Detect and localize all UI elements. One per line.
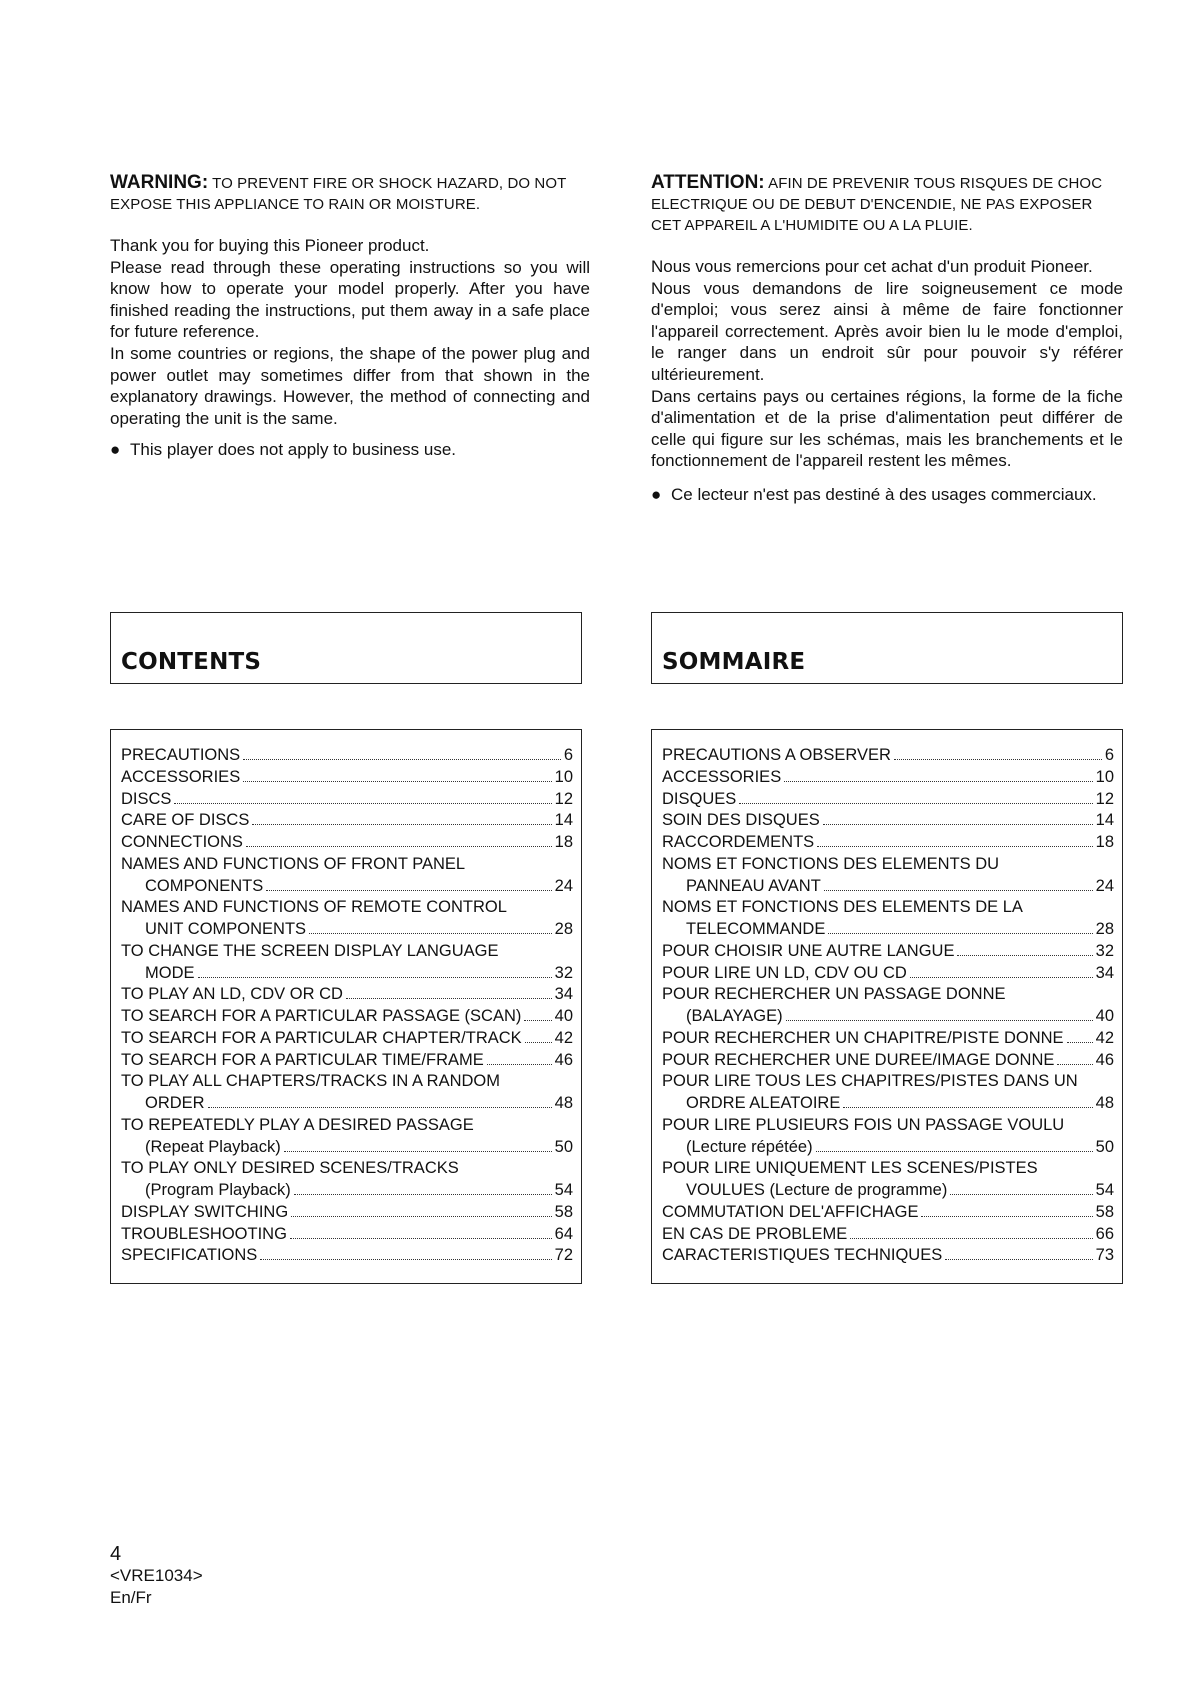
- toc-entry-label: POUR RECHERCHER UNE DUREE/IMAGE DONNE: [662, 1050, 1055, 1069]
- attention-notice: [651, 172, 1123, 236]
- toc-entry: [662, 1115, 1114, 1137]
- toc-entry-page: 12: [554, 789, 573, 808]
- toc-entry-page: 66: [1095, 1224, 1114, 1243]
- page-number: 4: [110, 1543, 122, 1565]
- toc-entry-label: CARACTERISTIQUES TECHNIQUES: [662, 1246, 943, 1265]
- toc-entry-label: (Repeat Playback): [145, 1137, 281, 1156]
- toc-entry: [662, 1093, 1114, 1115]
- toc-dot-leader: [290, 1238, 552, 1239]
- power-plug-paragraph: In some countries or regions, the shape of the power plug and power outlet may sometimes differ from that shown in the explanatory drawings. However, the method of connecting and operating the unit is the same.: [110, 343, 590, 428]
- toc-entry-label: (BALAYAGE): [686, 1007, 783, 1025]
- toc-entry-page: 32: [554, 963, 573, 982]
- toc-entry-label: TROUBLESHOOTING: [121, 1224, 287, 1243]
- attention-heading: ATTENTION:: [651, 172, 765, 193]
- toc-entry-label: CARE OF DISCS: [121, 811, 250, 830]
- intro-paragraph-fr: Nous vous demandons de lire soigneusement ce mode d'emploi; vous serez ainsi à même de faire fonctionner l'appareil correctement. Après avoir bien lu le mode d'emploi, le ranger dans un endroit sûr pour pouvoir s'y référer ultérieurement.: [651, 278, 1123, 384]
- toc-entry-label: TO PLAY ONLY DESIRED SCENES/TRACKS: [121, 1159, 459, 1178]
- toc-dot-leader: [284, 1151, 552, 1152]
- toc-dot-leader: [208, 1107, 552, 1108]
- toc-dot-leader: [243, 781, 551, 782]
- toc-entry: [662, 1158, 1114, 1180]
- toc-entry-label: DISCS: [121, 789, 172, 808]
- toc-entry-label: PRECAUTIONS: [121, 746, 241, 764]
- toc-entry-label: POUR RECHERCHER UN PASSAGE DONNE: [662, 985, 1006, 1004]
- toc-entry: [121, 984, 573, 1006]
- toc-dot-leader: [260, 1259, 551, 1260]
- toc-entry: [121, 1245, 573, 1267]
- toc-entry-label: VOULUES (Lecture de programme): [686, 1181, 948, 1199]
- toc-dot-leader: [1057, 1064, 1092, 1065]
- toc-entry-page: 54: [554, 1181, 573, 1199]
- business-use-text-fr: Ce lecteur n'est pas destiné à des usages commerciaux.: [671, 484, 1097, 504]
- toc-entry: [662, 1180, 1114, 1202]
- bullet-icon: ●: [110, 440, 121, 460]
- toc-entry-label: POUR LIRE PLUSIEURS FOIS UN PASSAGE VOULU: [662, 1115, 1065, 1134]
- toc-dot-leader: [894, 759, 1102, 760]
- toc-entry: [121, 919, 573, 941]
- toc-entry-page: 28: [1095, 920, 1114, 938]
- toc-entry-label: PRECAUTIONS A OBSERVER: [662, 746, 891, 764]
- toc-entry-page: 6: [1104, 746, 1114, 764]
- toc-entry: [662, 984, 1114, 1006]
- toc-dot-leader: [291, 1216, 551, 1217]
- toc-entry: [662, 767, 1114, 789]
- toc-entry-label: POUR RECHERCHER UN CHAPITRE/PISTE DONNE: [662, 1028, 1064, 1047]
- toc-entry-page: 42: [554, 1028, 573, 1047]
- toc-entry-page: 40: [554, 1007, 573, 1025]
- toc-entry-label: NOMS ET FONCTIONS DES ELEMENTS DE LA: [662, 898, 1023, 917]
- toc-dot-leader: [828, 933, 1092, 934]
- warning-notice: [110, 172, 590, 215]
- toc-dot-leader: [910, 977, 1093, 978]
- toc-entry: [662, 854, 1114, 876]
- toc-entry-page: 64: [554, 1224, 573, 1243]
- toc-dot-leader: [823, 824, 1093, 825]
- toc-entry-page: 28: [554, 920, 573, 938]
- toc-entry: [121, 876, 573, 898]
- toc-entry-label: ACCESSORIES: [662, 767, 782, 786]
- toc-entry: [121, 1158, 573, 1180]
- toc-entry-page: 48: [1095, 1094, 1114, 1112]
- toc-entry-label: POUR CHOISIR UNE AUTRE LANGUE: [662, 941, 955, 960]
- toc-dot-leader: [817, 846, 1092, 847]
- toc-dot-leader: [816, 1151, 1093, 1152]
- french-column: [651, 172, 1123, 506]
- toc-entry: [662, 876, 1114, 898]
- toc-entry: [121, 854, 573, 876]
- toc-dot-leader: [824, 890, 1093, 891]
- toc-entry-page: 46: [554, 1050, 573, 1069]
- toc-entry-page: 10: [554, 767, 573, 786]
- toc-entry: [121, 1137, 573, 1159]
- toc-entry-page: 34: [1095, 963, 1114, 982]
- contents-title-box: [110, 612, 582, 684]
- toc-entry: [662, 1137, 1114, 1159]
- toc-entry-label: EN CAS DE PROBLEME: [662, 1224, 848, 1243]
- attention-text: AFIN DE PREVENIR TOUS RISQUES DE CHOC ELECTRIQUE OU DE DEBUT D'ENCENDIE, NE PAS EXPOSER CET APPAREIL A L'HUMIDITE OU A LA PLUIE.: [651, 175, 1103, 234]
- toc-entry-page: 32: [1095, 941, 1114, 960]
- toc-entry-page: 54: [1095, 1181, 1114, 1199]
- toc-entry-label: (Lecture répétée): [686, 1137, 813, 1156]
- toc-entry-label: SPECIFICATIONS: [121, 1246, 258, 1265]
- toc-entry-label: DISPLAY SWITCHING: [121, 1202, 289, 1221]
- toc-dot-leader: [487, 1064, 552, 1065]
- toc-entry: [121, 941, 573, 963]
- toc-entry-label: MODE: [145, 963, 195, 982]
- toc-dot-leader: [525, 1042, 552, 1043]
- toc-dot-leader: [786, 1020, 1093, 1021]
- toc-entry-label: TO PLAY ALL CHAPTERS/TRACKS IN A RANDOM: [121, 1072, 501, 1091]
- thanks-text: Thank you for buying this Pioneer product.: [110, 236, 430, 255]
- toc-entry-page: 50: [1095, 1137, 1114, 1156]
- toc-dot-leader: [252, 824, 551, 825]
- toc-dot-leader: [198, 977, 552, 978]
- toc-dot-leader: [921, 1216, 1092, 1217]
- toc-entry: [662, 897, 1114, 919]
- toc-entry: [121, 963, 573, 985]
- toc-dot-leader: [850, 1238, 1092, 1239]
- toc-entry: [662, 941, 1114, 963]
- english-column: [110, 172, 590, 461]
- toc-entry-page: 10: [1095, 767, 1114, 786]
- toc-entry: [121, 810, 573, 832]
- toc-dot-leader: [246, 846, 552, 847]
- toc-entry-label: ORDRE ALEATOIRE: [686, 1094, 841, 1112]
- toc-dot-leader: [950, 1194, 1092, 1195]
- toc-entry: [662, 1071, 1114, 1093]
- toc-entry-page: 34: [554, 985, 573, 1004]
- contents-list: [110, 729, 582, 1284]
- toc-entry-label: DISQUES: [662, 789, 737, 808]
- toc-entry-label: ACCESSORIES: [121, 767, 241, 786]
- toc-entry-page: 46: [1095, 1050, 1114, 1069]
- toc-entry: [121, 897, 573, 919]
- toc-entry-page: 42: [1095, 1028, 1114, 1047]
- toc-entry-page: 73: [1095, 1246, 1114, 1265]
- sommaire-list: [651, 729, 1123, 1284]
- toc-entry-label: (Program Playback): [145, 1181, 291, 1199]
- toc-dot-leader: [1067, 1042, 1093, 1043]
- toc-entry-label: TO REPEATEDLY PLAY A DESIRED PASSAGE: [121, 1115, 474, 1134]
- toc-dot-leader: [945, 1259, 1092, 1260]
- toc-entry-page: 6: [563, 746, 573, 764]
- toc-dot-leader: [309, 933, 552, 934]
- toc-entry: [121, 1202, 573, 1224]
- page-footer: [110, 1543, 203, 1609]
- toc-entry-page: 72: [554, 1246, 573, 1265]
- toc-entry-page: 58: [1095, 1202, 1114, 1221]
- toc-entry-label: POUR LIRE UN LD, CDV OU CD: [662, 963, 907, 982]
- bullet-icon: ●: [651, 484, 662, 504]
- toc-dot-leader: [524, 1020, 551, 1021]
- toc-entry-label: TELECOMMANDE: [686, 920, 826, 938]
- language-codes: En/Fr: [110, 1588, 152, 1607]
- contents-title: CONTENTS: [121, 649, 262, 675]
- toc-entry-label: PANNEAU AVANT: [686, 876, 821, 895]
- toc-entry-label: COMMUTATION DEL'AFFICHAGE: [662, 1202, 919, 1221]
- business-use-note-fr: [651, 484, 1123, 506]
- toc-entry: [662, 919, 1114, 941]
- toc-entry: [662, 1245, 1114, 1267]
- toc-entry-label: POUR LIRE TOUS LES CHAPITRES/PISTES DANS UN: [662, 1072, 1078, 1091]
- toc-dot-leader: [294, 1194, 552, 1195]
- toc-entry-label: TO SEARCH FOR A PARTICULAR CHAPTER/TRACK: [121, 1028, 522, 1047]
- sommaire-title-box: [651, 612, 1123, 684]
- warning-heading: WARNING:: [110, 172, 209, 193]
- toc-entry-label: COMPONENTS: [145, 876, 264, 895]
- toc-dot-leader: [174, 803, 551, 804]
- toc-entry: [662, 789, 1114, 811]
- sommaire-title: SOMMAIRE: [662, 649, 806, 675]
- toc-entry-label: TO SEARCH FOR A PARTICULAR PASSAGE (SCAN): [121, 1007, 522, 1025]
- toc-entry: [121, 1224, 573, 1246]
- toc-entry-page: 58: [554, 1202, 573, 1221]
- toc-entry-label: NAMES AND FUNCTIONS OF FRONT PANEL: [121, 854, 466, 873]
- toc-entry: [662, 810, 1114, 832]
- toc-dot-leader: [346, 998, 552, 999]
- toc-entry-page: 18: [1095, 833, 1114, 851]
- toc-entry-label: POUR LIRE UNIQUEMENT LES SCENES/PISTES: [662, 1159, 1038, 1178]
- toc-entry: [121, 1180, 573, 1202]
- toc-dot-leader: [843, 1107, 1092, 1108]
- toc-entry: [662, 832, 1114, 854]
- toc-entry: [662, 1028, 1114, 1050]
- toc-entry: [662, 1202, 1114, 1224]
- toc-entry-label: TO PLAY AN LD, CDV OR CD: [121, 985, 343, 1004]
- toc-entry: [662, 1050, 1114, 1072]
- toc-dot-leader: [243, 759, 561, 760]
- toc-entry: [662, 1006, 1114, 1028]
- toc-entry: [121, 1050, 573, 1072]
- toc-entry-page: 14: [554, 811, 573, 830]
- toc-entry-label: NAMES AND FUNCTIONS OF REMOTE CONTROL: [121, 898, 507, 917]
- toc-entry-page: 24: [1095, 876, 1114, 895]
- toc-entry: [121, 1115, 573, 1137]
- toc-entry: [121, 1093, 573, 1115]
- toc-entry: [121, 1071, 573, 1093]
- toc-entry-label: TO CHANGE THE SCREEN DISPLAY LANGUAGE: [121, 941, 499, 960]
- toc-entry-page: 40: [1095, 1007, 1114, 1025]
- toc-entry: [121, 789, 573, 811]
- toc-entry-label: NOMS ET FONCTIONS DES ELEMENTS DU: [662, 854, 1000, 873]
- toc-entry: [121, 745, 573, 767]
- intro-paragraph: Please read through these operating instructions so you will know how to operate your model properly. After you have finished reading the instructions, put them away in a safe place for future reference.: [110, 257, 590, 342]
- toc-entry-page: 48: [554, 1094, 573, 1112]
- toc-entry: [121, 832, 573, 854]
- toc-entry: [662, 745, 1114, 767]
- business-use-note: [110, 439, 590, 461]
- business-use-text: This player does not apply to business use.: [130, 440, 457, 460]
- toc-entry: [121, 1028, 573, 1050]
- toc-dot-leader: [739, 803, 1092, 804]
- toc-entry-page: 12: [1095, 789, 1114, 808]
- power-plug-paragraph-fr: Dans certains pays ou certaines régions, la forme de la fiche d'alimentation et de la prise d'alimentation peut différer de celle qui figure sur les schémas, mais les branchements et le fonctionnement de l'appareil restent les mêmes.: [651, 386, 1123, 471]
- toc-dot-leader: [784, 781, 1092, 782]
- toc-entry-label: ORDER: [145, 1094, 205, 1112]
- toc-entry-label: RACCORDEMENTS: [662, 833, 815, 851]
- toc-entry-page: 50: [554, 1137, 573, 1156]
- toc-entry: [121, 767, 573, 789]
- toc-entry-label: TO SEARCH FOR A PARTICULAR TIME/FRAME: [121, 1050, 484, 1069]
- toc-dot-leader: [266, 890, 551, 891]
- document-code: <VRE1034>: [110, 1566, 203, 1585]
- toc-entry-label: UNIT COMPONENTS: [145, 920, 307, 938]
- toc-entry-label: CONNECTIONS: [121, 833, 243, 851]
- toc-entry-label: SOIN DES DISQUES: [662, 811, 820, 830]
- warning-text: TO PREVENT FIRE OR SHOCK HAZARD, DO NOT EXPOSE THIS APPLIANCE TO RAIN OR MOISTURE.: [110, 175, 567, 213]
- toc-entry-page: 14: [1095, 811, 1114, 830]
- toc-entry: [662, 1224, 1114, 1246]
- toc-entry-page: 18: [554, 833, 573, 851]
- toc-entry: [121, 1006, 573, 1028]
- toc-entry-page: 24: [554, 876, 573, 895]
- toc-dot-leader: [957, 955, 1092, 956]
- thanks-text-fr: Nous vous remercions pour cet achat d'un produit Pioneer.: [651, 257, 1093, 276]
- toc-entry: [662, 963, 1114, 985]
